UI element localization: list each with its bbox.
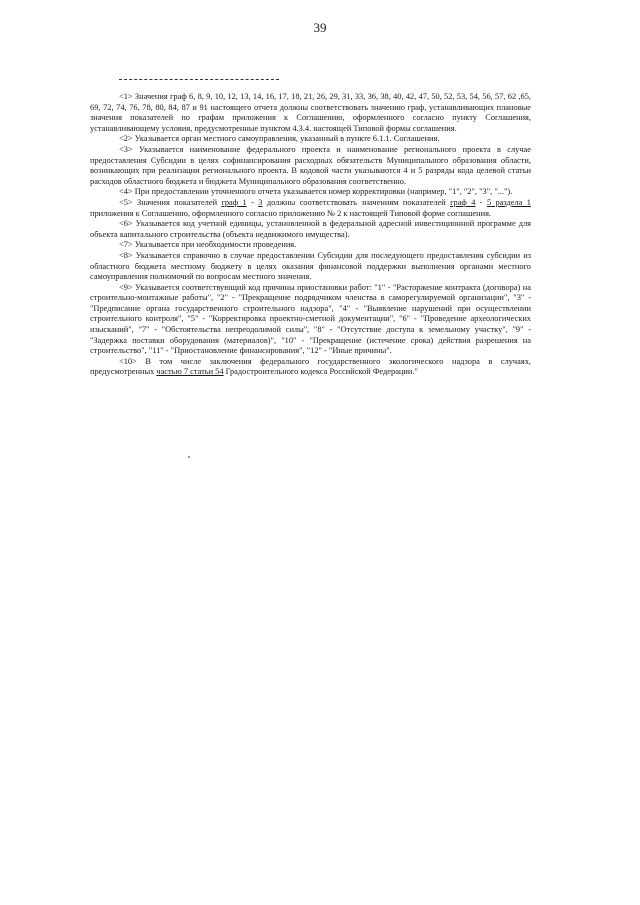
link-part-7-article-54[interactable]: частью 7 статьи 54 (156, 367, 224, 377)
footnotes-block (90, 92, 531, 378)
footnote-2 (90, 134, 531, 145)
footnote-7-text: <7> Указывается при необходимости проведения. (119, 240, 297, 250)
footnote-8-text: <8> Указывается справочно в случае предоставлении Субсидии для последующего предоставления субсидии из областного бюджета местному бюджету в целях оказания финансовой поддержки выполнения органами местного самоуправления полномочий по вопросам местного значения. (90, 250, 531, 282)
footnote-7 (90, 240, 531, 251)
footnote-9 (90, 283, 531, 357)
footnote-5-end: приложения к Соглашению, оформленного согласно приложению № 2 к настоящей Типовой форме соглашения. (90, 208, 492, 218)
footnote-8 (90, 251, 531, 283)
footnote-5 (90, 198, 531, 219)
footnote-10-end: Градостроительного кодекса Российской Федерации." (223, 367, 418, 377)
footnote-5-middle: должны соответствовать значениям показателей (262, 197, 451, 207)
footnote-5-dash-2: - (475, 197, 487, 207)
link-section-1[interactable]: 5 раздела 1 (486, 197, 531, 207)
footnote-separator (119, 79, 279, 80)
link-columns-1[interactable]: граф 1 (221, 197, 247, 207)
footnote-4-text: <4> При предоставлении уточненного отчета указывается номер корректировки (например, "1", "2", "3", "..."). (119, 187, 513, 197)
footnote-9-text: <9> Указывается соответствующий код причины приостановки работ: "1" - "Расторжение контракта (договора) на строительно-монтажные работы", "2" - "Прекращение подрядчиком членства в саморегулируемой организации", "3" - "Предписание органа государственного строительного надзора", "4" - "Выявление нарушений при осуществлении строительного контроля", "5" - "Корректировка проектно-сметной документации", "6" - "Проведение археологических изысканий", "7" - "Обстоятельства непреодолимой силы", "8" - "Отсутствие доступа к земельному участку", "9" - "Задержка поставки оборудования (материалов)", "10" - "Прекращение (истечение срока) действия разрешения на строительство", "11" - "Приостановление финансирования", "12" - "Иные причины". (90, 282, 531, 356)
footnote-3 (90, 145, 531, 187)
footnote-5-dash-1: - (246, 197, 259, 207)
footnote-2-text: <2> Указывается орган местного самоуправления, указанный в пункте 6.1.1. Соглашения. (119, 134, 440, 144)
footnote-4 (90, 187, 531, 198)
footnote-6-text: <6> Указывается код учетной единицы, установленной в федеральной адресной инвестиционной программе для объекта капитального строительства (объекта недвижимого имущества). (90, 219, 531, 239)
footnote-1-text: <1> Значения граф 6, 8, 9, 10, 12, 13, 14, 16, 17, 18, 21, 26, 29, 31, 33, 36, 38, 40, 42, 47, 50, 52, 53, 54, 56, 57, 62 ,65, 69, 72, 74, 76, 78, 80, 84, 87 и 91 настоящего отчета должны соответствовать значению граф, устанавливающих плановые значения показателей по графам приложения к Соглашению, оформленного согласно пункту Соглашения, устанавливающему условия, предусмотренные пунктом 4.3.4. настоящей Типовой формы соглашения. (90, 92, 531, 133)
footnote-10-intro: <10> В том числе заключения федерального государственного экологического надзора в случаях, предусмотренных (90, 356, 531, 377)
page-number: 39 (313, 20, 327, 35)
link-columns-4[interactable]: граф 4 (450, 197, 476, 207)
footnote-6 (90, 219, 531, 240)
link-column-3[interactable]: 3 (258, 197, 263, 207)
footnote-1 (90, 92, 531, 134)
scan-dot (188, 456, 190, 458)
footnote-5-intro: <5> Значения показателей (119, 197, 222, 207)
footnote-3-text: <3> Указывается наименование федерального проекта и наименование регионального проекта в случае предоставления Субсидии в целях софинансирования расходных обязательств Муниципального образования области, возникающих при реализации регионального проекта. В кодовой части указываются 4 и 5 разряды кода целевой статьи расходов областного бюджета и бюджета Муниципального образования соответственно. (90, 144, 531, 186)
footnote-10 (90, 357, 531, 378)
